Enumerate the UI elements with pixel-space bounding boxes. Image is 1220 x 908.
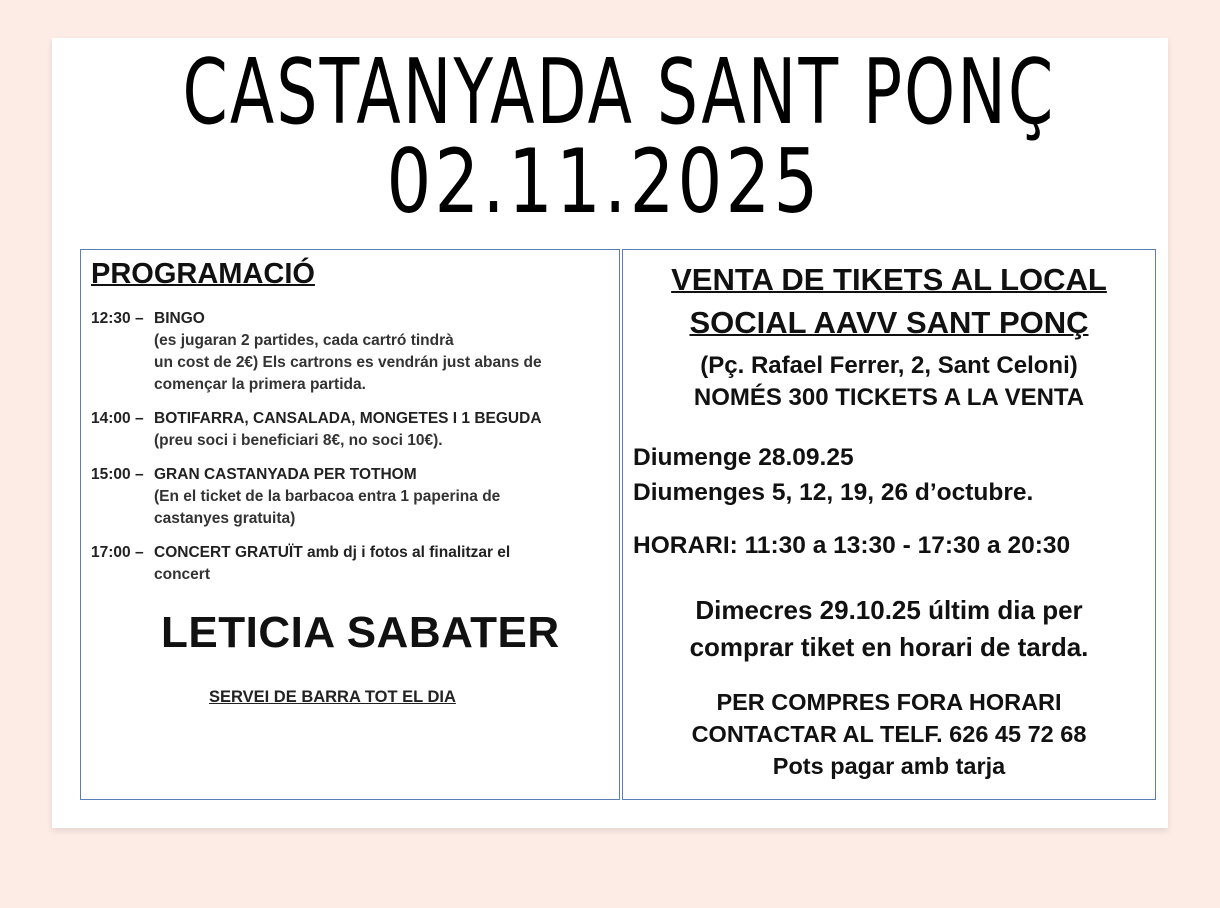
contact-line: PER COMPRES FORA HORARI <box>716 689 1062 715</box>
tickets-sale-dates <box>633 440 1033 510</box>
program-item-title: GRAN CASTANYADA PER TOTHOM <box>154 466 417 483</box>
program-item-time: 14:00 – <box>91 410 144 427</box>
sale-date-line: Diumenge 28.09.25 <box>633 444 854 471</box>
event-title: CASTANYADA SANT PONÇ <box>182 40 1056 145</box>
program-item-detail: un cost de 2€) Els cartrons es vendrán just abans de <box>154 354 542 371</box>
tickets-panel <box>622 249 1156 800</box>
program-item-title: BOTIFARRA, CANSALADA, MONGETES I 1 BEGUDA <box>154 410 542 427</box>
program-item-castanyada <box>91 464 609 530</box>
program-item-title: BINGO <box>154 310 205 327</box>
program-item-detail: començar la primera partida. <box>154 376 366 393</box>
tickets-address: (Pç. Rafael Ferrer, 2, Sant Celoni) <box>700 352 1078 379</box>
deadline-line: Dimecres 29.10.25 últim dia per <box>695 595 1083 625</box>
program-item-meal <box>91 408 609 452</box>
deadline-line: comprar tiket en horari de tarda. <box>689 632 1089 662</box>
contact-phone: CONTACTAR AL TELF. 626 45 72 68 <box>691 721 1087 747</box>
poster-header <box>52 40 1168 233</box>
contact-payment: Pots pagar amb tarja <box>772 753 1006 779</box>
program-item-detail: (En el ticket de la barbacoa entra 1 paperina de <box>154 488 501 505</box>
program-heading: PROGRAMACIÓ <box>91 258 315 290</box>
tickets-heading-line: VENTA DE TIKETS AL LOCAL <box>671 262 1107 297</box>
program-item-time: 12:30 – <box>91 310 144 327</box>
poster-sheet <box>52 38 1168 828</box>
program-item-detail: (preu soci i beneficiari 8€, no soci 10€). <box>154 432 443 449</box>
program-item-time: 17:00 – <box>91 544 144 561</box>
tickets-limit: NOMÉS 300 TICKETS A LA VENTA <box>693 384 1085 411</box>
sale-date-line: Diumenges 5, 12, 19, 26 d’octubre. <box>633 479 1034 506</box>
tickets-heading <box>623 258 1155 344</box>
program-item-detail: (es jugaran 2 partides, cada cartró tindrà <box>154 332 454 349</box>
tickets-contact <box>623 686 1155 782</box>
tickets-hours: HORARI: 11:30 a 13:30 - 17:30 a 20:30 <box>633 532 1071 559</box>
tickets-heading-line: SOCIAL AAVV SANT PONÇ <box>689 305 1089 340</box>
program-item-bingo <box>91 308 609 396</box>
artist-name: LETICIA SABATER <box>161 608 560 657</box>
tickets-location <box>623 350 1155 414</box>
tickets-deadline <box>623 592 1155 666</box>
program-item-detail: castanyes gratuita) <box>154 510 296 527</box>
bar-service-note: SERVEI DE BARRA TOT EL DIA <box>209 688 456 706</box>
program-item-detail: concert <box>154 566 210 583</box>
program-list <box>91 308 609 598</box>
event-date: 02.11.2025 <box>386 130 822 233</box>
program-item-time: 15:00 – <box>91 466 144 483</box>
program-item-concert <box>91 542 609 586</box>
program-panel <box>80 249 620 800</box>
program-item-title: CONCERT GRATUÏT amb dj i fotos al finalitzar el <box>154 544 511 561</box>
